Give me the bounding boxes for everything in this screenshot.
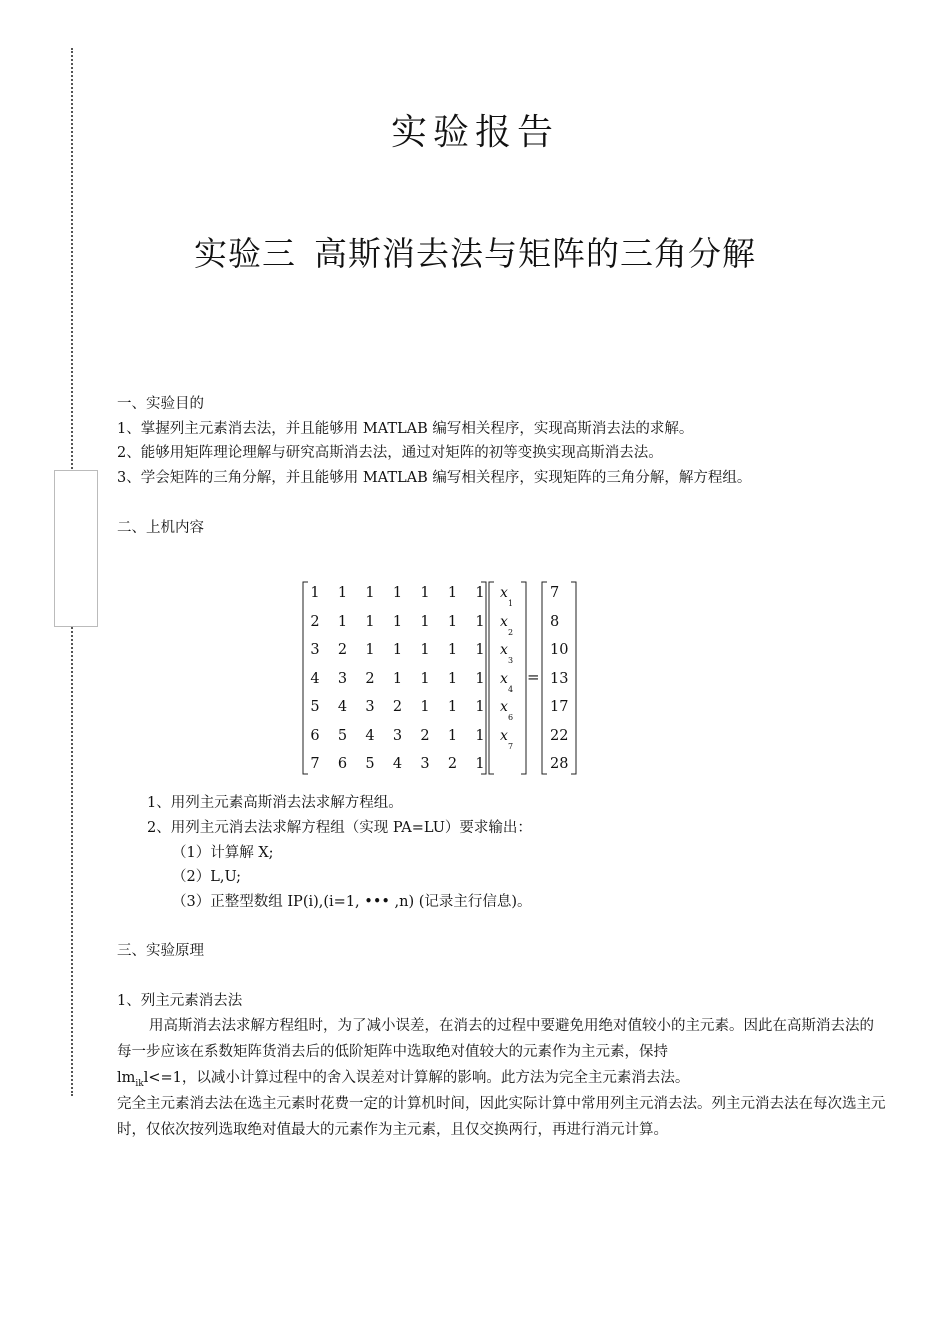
matrix-cell: 1 xyxy=(447,613,458,630)
matrix-cell: 5 xyxy=(365,756,375,772)
rhs-cell: 10 xyxy=(550,642,569,658)
matrix-cell: 1 xyxy=(337,613,348,630)
x-subscript: 6 xyxy=(508,713,514,722)
output-item-3: （3）正整型数组 IP(i),(i=1, ••• ,n) (记录主行信息)。 xyxy=(172,894,532,910)
x-subscript: 3 xyxy=(508,656,514,665)
x-subscript: 1 xyxy=(508,599,514,608)
matrix-cell: 1 xyxy=(475,613,485,630)
rhs-cell: 13 xyxy=(550,670,569,687)
section-heading-principle: 三、实验原理 xyxy=(117,943,204,959)
matrix-cell: 3 xyxy=(310,642,320,658)
matrix-cell: 1 xyxy=(447,727,458,744)
output-item-1: （1）计算解 X; xyxy=(172,845,274,861)
x-subscript: 7 xyxy=(508,741,514,751)
matrix-cell: 5 xyxy=(310,699,320,715)
section-heading-objectives: 一、实验目的 xyxy=(117,396,204,412)
matrix-cell: 1 xyxy=(365,585,375,601)
matrix-cell: 1 xyxy=(420,585,430,601)
matrix-cell: 2 xyxy=(447,756,458,772)
section-heading-content: 二、上机内容 xyxy=(117,520,204,536)
matrix-cell: 2 xyxy=(365,670,375,687)
matrix-cell: 3 xyxy=(365,699,375,715)
task-item-2: 2、用列主元消去法求解方程组（实现 PA=LU）要求输出： xyxy=(147,820,532,836)
experiment-name: 高斯消去法与矩阵的三角分解 xyxy=(314,234,756,273)
rhs-cell: 22 xyxy=(550,727,569,744)
matrix-cell: 1 xyxy=(475,670,485,687)
x-variable: x xyxy=(500,642,508,658)
matrix-cell: 1 xyxy=(392,670,403,687)
x-subscript: 2 xyxy=(508,627,514,637)
matrix-cell: 4 xyxy=(337,699,348,715)
experiment-number: 实验三 xyxy=(194,234,296,273)
matrix-cell: 1 xyxy=(447,642,458,658)
matrix-cell: 1 xyxy=(420,613,430,630)
matrix-cell: 1 xyxy=(475,585,485,601)
matrix-cell: 1 xyxy=(420,670,430,687)
objective-item-1: 1、掌握列主元素消去法，并且能够用 MATLAB 编写相关程序，实现高斯消去法的求解。 xyxy=(117,421,694,437)
matrix-cell: 1 xyxy=(475,727,485,744)
x-variable: x xyxy=(500,670,508,687)
matrix-cell: 2 xyxy=(337,642,348,658)
binding-label-box xyxy=(54,470,98,627)
equals-sign: = xyxy=(527,668,540,686)
matrix-cell: 1 xyxy=(337,585,348,601)
matrix-cell: 1 xyxy=(365,613,375,630)
matrix-cell: 2 xyxy=(420,727,430,744)
matrix-cell: 4 xyxy=(310,670,320,687)
matrix-cell: 1 xyxy=(392,642,403,658)
matrix-cell: 1 xyxy=(392,585,403,601)
matrix-cell: 1 xyxy=(447,699,458,715)
matrix-cell: 1 xyxy=(420,642,430,658)
matrix-cell: 1 xyxy=(447,670,458,687)
report-title: 实验报告 xyxy=(390,112,559,153)
matrix-cell: 1 xyxy=(475,642,485,658)
matrix-cell: 3 xyxy=(420,756,430,772)
x-variable: x xyxy=(500,613,508,630)
task-item-1: 1、用列主元素高斯消去法求解方程组。 xyxy=(147,795,403,811)
matrix-cell: 3 xyxy=(392,727,403,744)
objective-item-3: 3、学会矩阵的三角分解，并且能够用 MATLAB 编写相关程序，实现矩阵的三角分解，解方程组。 xyxy=(117,470,752,486)
subsection-heading-pivot: 1、列主元素消去法 xyxy=(117,993,243,1009)
rhs-cell: 8 xyxy=(550,613,560,630)
x-variable: x xyxy=(500,699,508,715)
matrix-cell: 2 xyxy=(392,699,403,715)
formula-subscript-ik: ik xyxy=(135,1078,144,1089)
matrix-cell: 6 xyxy=(310,727,320,744)
x-variable: x xyxy=(500,585,508,601)
matrix-cell: 5 xyxy=(337,727,348,744)
principle-paragraph-1 xyxy=(117,1013,887,1097)
matrix-cell: 4 xyxy=(392,756,403,772)
rhs-cell: 7 xyxy=(550,585,560,601)
experiment-title xyxy=(0,228,950,275)
matrix-cell: 1 xyxy=(475,699,485,715)
matrix-cell: 1 xyxy=(420,699,430,715)
x-variable: x xyxy=(500,727,508,744)
rhs-cell: 17 xyxy=(550,699,569,715)
matrix-equation xyxy=(300,578,590,778)
output-item-2: （2）L,U; xyxy=(172,869,242,885)
x-subscript: 4 xyxy=(508,684,514,694)
principle-paragraph-1-text: 用高斯消去法求解方程组时，为了减小误差，在消去的过程中要避免用绝对值较小的主元素。因此在高斯消去法的每一步应该在系数矩阵货消去后的低阶矩阵中选取绝对值较大的元素作为主元素，保持 xyxy=(117,1018,874,1060)
matrix-cell: 1 xyxy=(447,585,458,601)
matrix-cell: 1 xyxy=(475,756,485,772)
rhs-cell: 28 xyxy=(550,756,569,772)
matrix-cell: 3 xyxy=(337,670,348,687)
matrix-cell: 6 xyxy=(337,756,348,772)
matrix-cell: 1 xyxy=(392,613,403,630)
formula-lm: lm xyxy=(117,1070,136,1086)
matrix-cell: 1 xyxy=(365,642,375,658)
matrix-cell: 2 xyxy=(310,613,320,630)
principle-paragraph-2: 完全主元素消去法在选主元素时花费一定的计算机时间，因此实际计算中常用列主元消去法。列主元消去法在每次选主元时，仅依次按列选取绝对值最大的元素作为主元素，且仅交换两行，再进行消元计算。 xyxy=(117,1096,886,1138)
matrix-cell: 4 xyxy=(365,727,375,744)
matrix-cell: 1 xyxy=(310,585,320,601)
matrix-cell: 7 xyxy=(310,756,320,772)
objective-item-2: 2、能够用矩阵理论理解与研究高斯消去法，通过对矩阵的初等变换实现高斯消去法。 xyxy=(117,445,663,461)
formula-rest: l<=1，以减小计算过程中的舍入误差对计算解的影响。此方法为完全主元素消去法。 xyxy=(143,1070,690,1086)
